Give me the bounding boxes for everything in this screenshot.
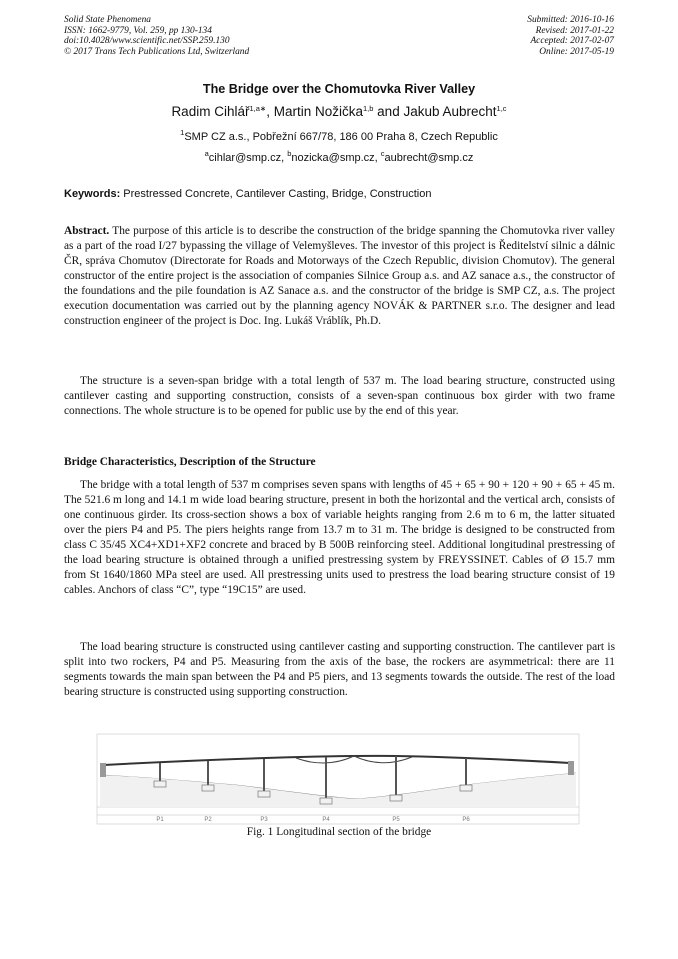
- pier-label: P3: [260, 817, 268, 823]
- abstract-paragraph: [64, 224, 615, 329]
- copyright: © 2017 Trans Tech Publications Ltd, Switzerland: [64, 46, 250, 57]
- keywords-text: Prestressed Concrete, Cantilever Casting, Bridge, Construction: [120, 188, 432, 200]
- journal-info: [64, 15, 249, 57]
- email-link[interactable]: cihlar@smp.cz,: [208, 152, 288, 164]
- email-list: [0, 149, 678, 164]
- submitted-date: Submitted: 2016-10-16: [527, 15, 614, 25]
- author-affiliation-mark: 1,a∗: [249, 104, 267, 113]
- body-paragraph: The bridge with a total length of 537 m comprises seven spans with lengths of 45 + 65 + 90 + 120 + 90 + 65 + 45 m. The 521.6 m long and 14.1 m wide load bearing structure, present in both the horizontal and the vertical arch, consists of one continuous girder. Its cross-section shows a box of variable heights ranging from 2.6 m to 6 m, the latter situated over the piers P4 and P5. The piers heights range from 13.7 m to 31 m. The bridge is designed to be constructed from class C 35/45 XC4+XD1+XF2 concrete and braced by B 500B reinforcing steel. Additional longitudinal prestressing of the load bearing structure is obtained through a unified prestressing system by FREYSSINET. Cables of Ø 15.7 mm from St 1640/1860 MPa steel are used. All prestressing units used to prestress the load bearing structure consist of 19 cables. Anchors of class “C”, type “19C15” are used.: [64, 479, 615, 596]
- pier-label: P5: [392, 817, 400, 823]
- author-affiliation-mark: 1,c: [496, 104, 507, 113]
- email-mark: a: [204, 149, 209, 158]
- author-separator: ,: [266, 104, 274, 119]
- abstract-label: Abstract.: [64, 225, 110, 237]
- author-list: [0, 104, 678, 119]
- abutment-left: [100, 763, 106, 777]
- bridge-longitudinal-section-figure: [96, 733, 580, 825]
- pier-label: P6: [462, 817, 470, 823]
- pier-label: P2: [204, 817, 212, 823]
- issn: ISSN: 1662-9779, Vol. 259, pp 130-134: [64, 25, 212, 36]
- doi: doi:10.4028/www.scientific.net/SSP.259.130: [64, 36, 230, 47]
- author-affiliation-mark: 1,b: [362, 104, 374, 113]
- online-date: Online: 2017-05-19: [539, 46, 614, 57]
- terrain-hatch: [100, 773, 576, 807]
- affiliation-text: SMP CZ a.s., Pobřežní 667/78, 186 00 Praha 8, Czech Republic: [184, 131, 498, 143]
- pier-label: P4: [322, 817, 330, 823]
- journal-name: Solid State Phenomena: [64, 15, 151, 25]
- figure-frame: [97, 734, 579, 824]
- revised-date: Revised: 2017-01-22: [535, 25, 614, 36]
- accepted-date: Accepted: 2017-02-07: [530, 36, 614, 47]
- email-mark: c: [380, 149, 385, 158]
- bridge-deck: [104, 756, 570, 765]
- abstract-paragraph-2: The structure is a seven-span bridge with a total length of 537 m. The load bearing structure, constructed using cantilever casting and supporting construction, consists of a seven-span continuous box girder with two frame connections. The whole structure is to be opened for public use by the end of this year.: [64, 375, 615, 417]
- section-heading: Bridge Characteristics, Description of the Structure: [64, 456, 316, 468]
- figure-caption: Fig. 1 Longitudinal section of the bridge: [246, 826, 432, 838]
- abutments: [100, 761, 574, 777]
- author-name: Jakub Aubrecht: [403, 104, 497, 119]
- paper-title: The Bridge over the Chomutovka River Valley: [202, 82, 476, 96]
- pier-label: P1: [156, 817, 164, 823]
- author-name: Martin Nožička: [273, 104, 363, 119]
- email-mark: b: [287, 149, 292, 158]
- abutment-right: [568, 761, 574, 775]
- keywords-label: Keywords:: [64, 188, 121, 200]
- abstract-text: The purpose of this article is to describe the construction of the bridge spanning the Chomutovka river valley as a part of the road I/27 bypassing the village of Velemyšleves. The investor of this project is Ředitelství silnic a dálnic ČR, správa Chomutov (Directorate for Roads and Motorways of the Czech Republic, division Chomutov). The general constructor of the entire project is the association of companies Silnice Group a.s. and AZ sanace a.s., the constructor of the foundations and the pile foundation is AZ Sanace a.s. and the constructor of the bridge is SMP CZ, a.s. The project execution documentation was carried out by the planning agency NOVÁK & PARTNER s.r.o. The designer and lead construction engineer of the project is Doc. Ing. Lukáš Vráblík, Ph.D.: [64, 225, 615, 327]
- email-link[interactable]: nozicka@smp.cz,: [291, 152, 381, 164]
- author-name: Radim Cihlář: [171, 104, 250, 119]
- affiliation-mark: 1: [180, 128, 185, 137]
- body-paragraph-2: The load bearing structure is constructed using cantilever casting and supporting construction. The cantilever part is split into two rockers, P4 and P5. Measuring from the axis of the base, the rockers are asymmetrical: there are 11 segments towards the main span between the P4 and P5 piers, and 13 segments towards the outside. The rest of the load bearing structure is constructed using supporting construction.: [64, 641, 615, 698]
- pier-labels: [156, 817, 470, 823]
- email-link[interactable]: aubrecht@smp.cz: [384, 152, 474, 164]
- affiliation: [0, 128, 678, 143]
- author-separator: and: [373, 104, 404, 119]
- keywords: [64, 188, 616, 200]
- dates-info: [527, 15, 614, 57]
